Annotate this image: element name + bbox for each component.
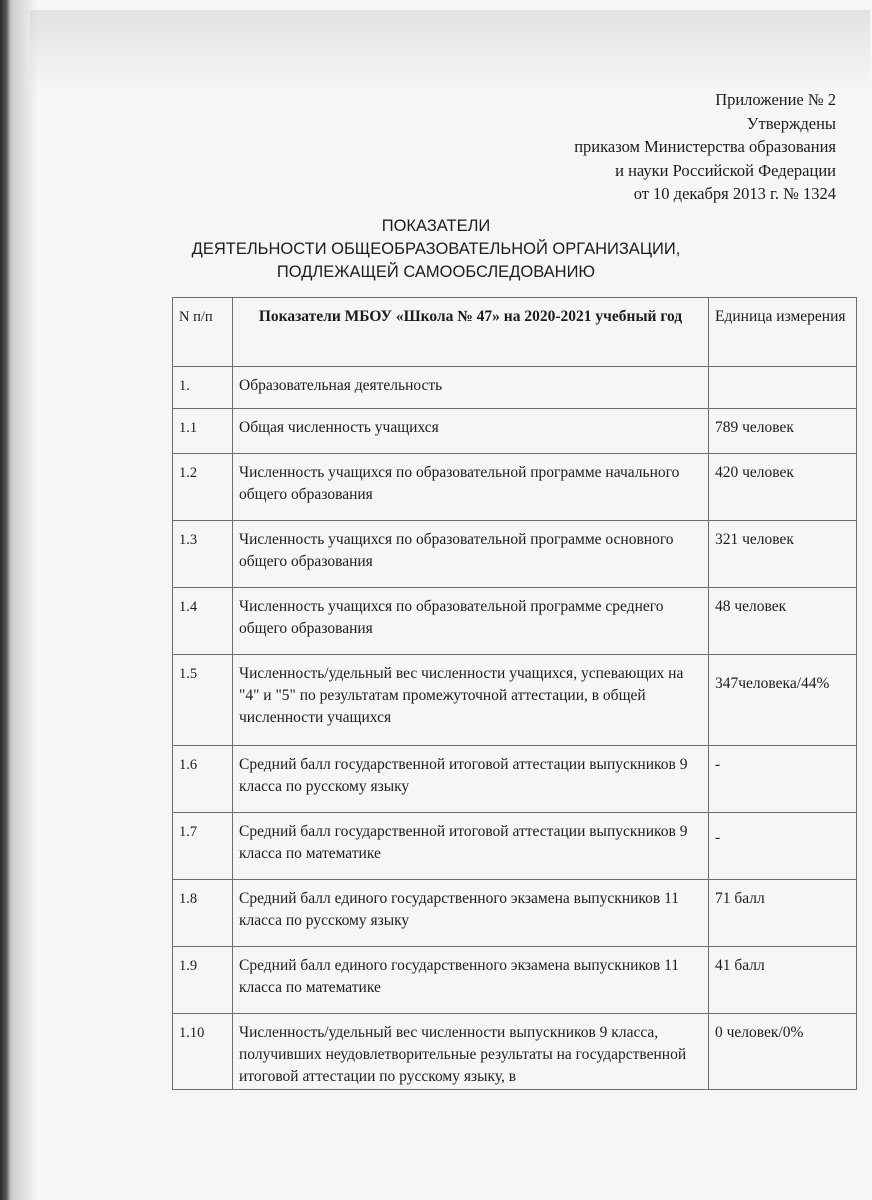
row-indicator: Средний балл единого государственного экзамена выпускников 11 класса по русскому языку [233,880,709,947]
approval-block [574,88,836,206]
row-indicator: Численность учащихся по образовательной программе начального общего образования [233,454,709,521]
header-unit: Единица измерения [709,298,857,367]
row-unit: 420 человек [709,454,857,521]
row-number: 1.6 [173,746,233,813]
row-unit [709,367,857,409]
table-header-row [173,298,857,367]
document-title [0,215,872,284]
row-indicator: Средний балл единого государственного экзамена выпускников 11 класса по математике [233,947,709,1014]
title-line-1: ПОКАЗАТЕЛИ [381,217,491,235]
row-indicator: Численность/удельный вес численности учащихся, успевающих на "4" и "5" по результатам промежуточной аттестации, в общей численности учащихся [233,655,709,746]
indicators-table [172,297,857,1090]
table-row [173,947,857,1014]
row-number: 1.9 [173,947,233,1014]
row-indicator: Средний балл государственной итоговой аттестации выпускников 9 класса по математике [233,813,709,880]
order-line: приказом Министерства образования [574,137,836,156]
row-number: 1.2 [173,454,233,521]
row-unit: 41 балл [709,947,857,1014]
table-row [173,746,857,813]
row-unit: - [709,813,857,880]
row-number: 1.3 [173,521,233,588]
row-unit: 71 балл [709,880,857,947]
scan-top-smudge [30,10,870,90]
row-number: 1.7 [173,813,233,880]
header-indicator: Показатели МБОУ «Школа № 47» на 2020-2021 учебный год [233,298,709,367]
table-row [173,588,857,655]
header-number: N п/п [173,298,233,367]
row-indicator: Численность учащихся по образовательной программе основного общего образования [233,521,709,588]
title-line-3: ПОДЛЕЖАЩЕЙ САМООБСЛЕДОВАНИЮ [276,263,596,281]
order-date-line: от 10 декабря 2013 г. № 1324 [633,184,836,203]
row-unit: 789 человек [709,409,857,454]
row-indicator: Средний балл государственной итоговой аттестации выпускников 9 класса по русскому языку [233,746,709,813]
table-row [173,521,857,588]
row-indicator: Образовательная деятельность [233,367,709,409]
table-row [173,409,857,454]
row-number: 1.1 [173,409,233,454]
table-row [173,813,857,880]
table-row [173,1014,857,1090]
table-row [173,367,857,409]
row-number: 1.4 [173,588,233,655]
row-number: 1. [173,367,233,409]
table-row [173,454,857,521]
title-line-2: ДЕЯТЕЛЬНОСТИ ОБЩЕОБРАЗОВАТЕЛЬНОЙ ОРГАНИЗАЦИИ, [191,240,681,258]
row-number: 1.8 [173,880,233,947]
table-row [173,655,857,746]
row-unit: 0 человек/0% [709,1014,857,1090]
row-number: 1.5 [173,655,233,746]
appendix-number: Приложение № 2 [715,90,836,109]
row-indicator: Общая численность учащихся [233,409,709,454]
approved-label: Утверждены [746,113,836,133]
row-number: 1.10 [173,1014,233,1090]
scan-edge-gradient [10,0,38,1200]
row-indicator: Численность/удельный вес численности выпускников 9 класса, получивших неудовлетворительные результаты на государственной итоговой аттестации по русскому языку, в [233,1014,709,1090]
row-unit: - [709,746,857,813]
ministry-line: и науки Российской Федерации [615,160,836,180]
row-unit: 347человека/44% [709,655,857,746]
row-indicator: Численность учащихся по образовательной программе среднего общего образования [233,588,709,655]
row-unit: 321 человек [709,521,857,588]
row-unit: 48 человек [709,588,857,655]
table-row [173,880,857,947]
